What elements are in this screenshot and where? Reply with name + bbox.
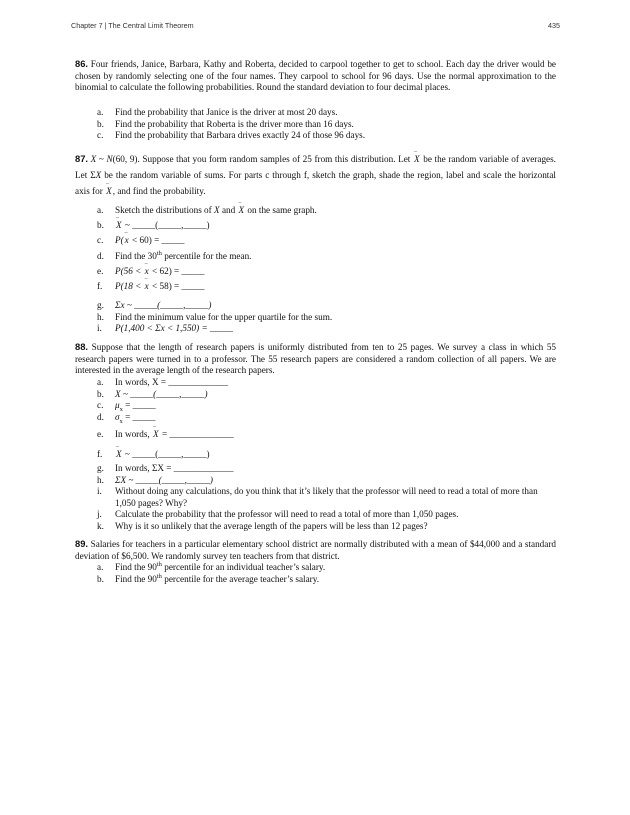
list-item: b. X ~ _____(_____,_____) xyxy=(97,388,208,399)
problem-number: 89. xyxy=(75,538,89,549)
problem-86 xyxy=(75,58,556,94)
problem-number: 88. xyxy=(75,341,89,352)
list-item: b. – X ~ _____(_____,_____) xyxy=(97,218,557,233)
list-item: b. Find the probability that Roberta is the driver more than 16 days. xyxy=(97,118,354,129)
page-number: 435 xyxy=(548,21,560,30)
list-item: j. Calculate the probability that the professor will need to read a total of more than 1,050 pages. xyxy=(97,509,459,520)
list-item: a. In words, X = _____________ xyxy=(97,377,229,387)
problem-text: Suppose that the length of research papers is uniformly distributed from ten to 25 pages. We survey a class in which 55 research papers were turned in to a professor. The 55 research papers are considered a random collection of all papers. We are interested in the average length of the research papers. xyxy=(75,342,557,376)
chapter-header: Chapter 7 | The Central Limit Theorem xyxy=(71,21,194,30)
problem-number: 87. xyxy=(75,153,89,164)
problem-number: 86. xyxy=(75,58,89,69)
list-item: a. Sketch the distributions of X and – X on the same graph. xyxy=(97,203,557,218)
list-item: b. Find the 90th percentile for the average teacher’s salary. xyxy=(97,572,320,584)
problem-87-items xyxy=(97,203,557,294)
x-bar-symbol: – X xyxy=(152,427,160,442)
x-bar-symbol: – X xyxy=(238,203,246,218)
list-item: k. Why is it so unlikely that the average length of the papers will be less than 12 pages? xyxy=(97,520,428,531)
problem-text: Four friends, Janice, Barbara, Kathy and Roberta, decided to carpool together to get to school. Each day the driver would be chosen by randomly selecting one of the four names. They carpool to school for 96 days. Use the normal approximation to the binomial to calculate the following probabilities. Round the standard deviation to four decimal places. xyxy=(75,59,557,93)
problem-86-items xyxy=(97,107,557,142)
list-item: e. In words, – X = ______________ xyxy=(97,427,557,442)
problem-89-items xyxy=(97,562,557,585)
list-item: a. Find the probability that Janice is the driver at most 20 days. xyxy=(97,107,338,117)
list-item: h. ΣX ~ _____(_____,_____) xyxy=(97,474,213,485)
list-item: d. Find the 30th percentile for the mean. xyxy=(97,249,252,261)
x-bar-symbol: – X xyxy=(115,447,123,462)
problem-text: Salaries for teachers in a particular elementary school district are normally distributed with a mean of $44,000 and a standard deviation of $6,500. We randomly survey ten teachers from that district. xyxy=(75,539,556,561)
x-bar-symbol: – X xyxy=(105,183,113,199)
problem-88-items xyxy=(97,377,557,423)
x-bar-symbol: – X xyxy=(115,218,123,233)
problem-87-items-cont xyxy=(97,300,557,335)
problem-88-items-cont xyxy=(97,427,557,462)
problem-88 xyxy=(75,341,556,377)
list-item: f. – X ~ _____(_____,_____) xyxy=(97,447,557,462)
list-item: c. Find the probability that Barbara drives exactly 24 of those 96 days. xyxy=(97,130,366,141)
x-bar-symbol: – X xyxy=(413,151,421,167)
list-item: a. Find the 90th percentile for an individual teacher’s salary. xyxy=(97,560,326,572)
list-item: e. P(56 < – x < 62) = _____ xyxy=(97,264,557,279)
list-item: g. Σx ~ _____(_____,_____) xyxy=(97,300,212,310)
problem-87: 87. X ~ N(60, 9). Suppose that you form random samples of 25 from this distribution. Let – X be the random variable of averages. Let ΣX be the random variable of sums. For parts c through f, sketch the graph, shade the region, label and scale the horizontal axis for – X, and find the probability. xyxy=(75,151,556,200)
list-item: h. Find the minimum value for the upper quartile for the sum. xyxy=(97,311,333,322)
list-item: d. $\sigma_x$ = _____ xyxy=(97,411,156,425)
list-item: i. Without doing any calculations, do you think that it’s likely that the professor will need to read a total of more than 1,050 pages? Why? xyxy=(97,486,538,508)
problem-89 xyxy=(75,538,556,562)
list-item: g. In words, ΣX = _____________ xyxy=(97,463,234,473)
list-item: i. P(1,400 < Σx < 1,550) = _____ xyxy=(97,323,233,334)
list-item: c. P(– x < 60) = _____ xyxy=(97,233,557,248)
list-item: c. $\mu_x$ = _____ xyxy=(97,400,156,414)
list-item: f. P(18 < – x < 58) = _____ xyxy=(97,279,557,294)
problem-88-items-more xyxy=(97,463,557,533)
